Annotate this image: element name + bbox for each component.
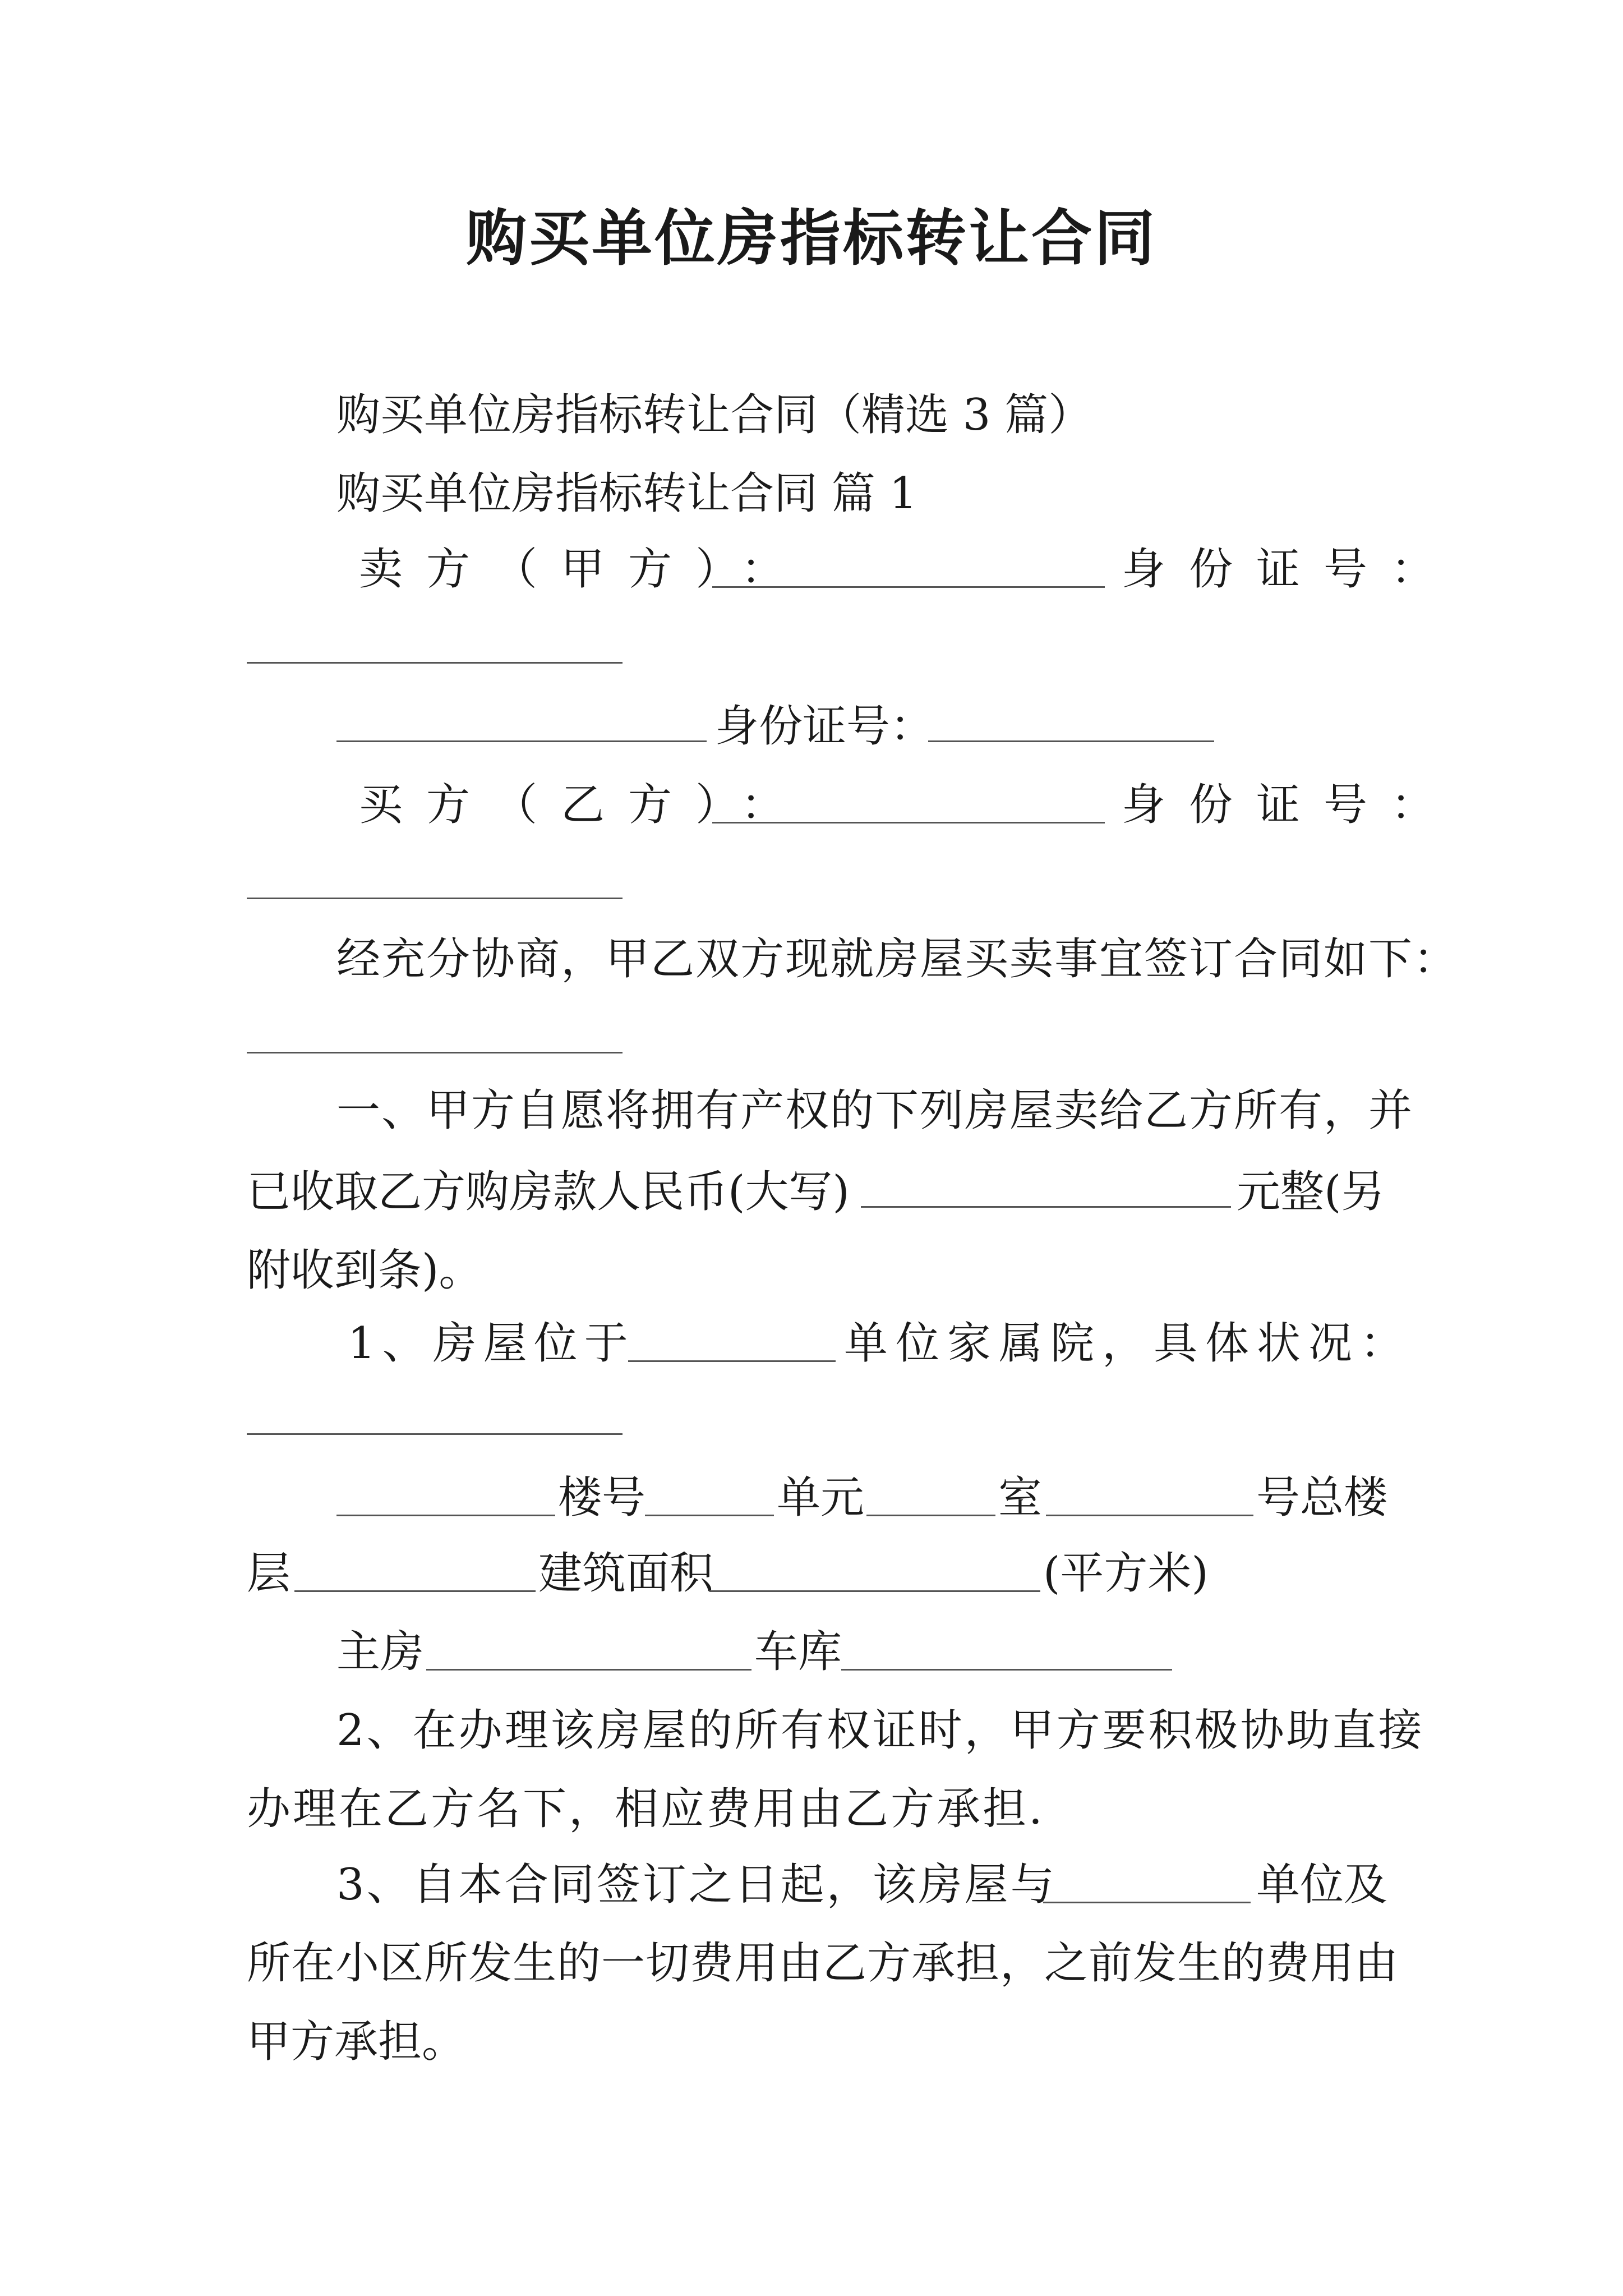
subtitle: 购买单位房指标转让合同（精选 3 篇） bbox=[336, 390, 1092, 440]
unit-label: 单元 bbox=[777, 1473, 865, 1523]
unit-blank bbox=[645, 1515, 774, 1516]
item3-unit-blank bbox=[1043, 1902, 1251, 1903]
clause1-line3: 附收到条)。 bbox=[247, 1245, 483, 1296]
clause1-line2-start: 已收取乙方购房款人民币(大写) bbox=[247, 1167, 850, 1217]
document-title: 购买单位房指标转让合同 bbox=[465, 203, 1157, 274]
main-room-blank bbox=[426, 1669, 751, 1671]
main-room-label: 主房 bbox=[336, 1627, 425, 1677]
payment-amount-blank bbox=[861, 1206, 1231, 1208]
section-heading: 购买单位房指标转让合同 篇 1 bbox=[336, 468, 917, 519]
item3-line1-end: 单位及 bbox=[1256, 1860, 1388, 1910]
area-unit: (平方米) bbox=[1043, 1548, 1209, 1599]
garage-blank bbox=[841, 1669, 1172, 1671]
buyer-name-blank bbox=[712, 822, 1105, 823]
floor-label: 层 bbox=[247, 1548, 291, 1599]
clause1-line1: 一、甲方自愿将拥有产权的下列房屋卖给乙方所有，并 bbox=[336, 1085, 1414, 1136]
total-floor-label: 号总楼 bbox=[1256, 1473, 1388, 1523]
intro-blank bbox=[247, 1052, 623, 1053]
condition-blank bbox=[247, 1433, 623, 1435]
room-blank bbox=[866, 1515, 995, 1516]
floor-blank bbox=[294, 1590, 536, 1592]
area-label: 建筑面积 bbox=[538, 1548, 714, 1599]
party-id-label: 身份证号： bbox=[715, 701, 934, 752]
item3-line3: 甲方承担。 bbox=[247, 2017, 466, 2067]
item2-line1: 2、在办理该房屋的所有权证时，甲方要积极协助直接 bbox=[336, 1705, 1424, 1756]
seller-id-blank bbox=[247, 662, 623, 664]
building-blank bbox=[336, 1515, 555, 1516]
seller-label: 卖方（甲方）： bbox=[359, 544, 809, 595]
item3-line2: 所在小区所发生的一切费用由乙方承担，之前发生的费用由 bbox=[247, 1938, 1399, 1989]
total-floor-blank bbox=[1046, 1515, 1253, 1516]
buyer-id-blank bbox=[247, 898, 623, 899]
item2-line2: 办理在乙方名下，相应费用由乙方承担. bbox=[247, 1784, 1045, 1834]
room-label: 室 bbox=[998, 1473, 1043, 1523]
item1-end: 单位家属院，具体状况： bbox=[844, 1318, 1412, 1369]
buyer-label: 买方（乙方）： bbox=[359, 780, 809, 830]
intro-text: 经充分协商，甲乙双方现就房屋买卖事宜签订合同如下： bbox=[336, 934, 1459, 984]
item3-line1-start: 3、自本合同签订之日起，该房屋与 bbox=[336, 1860, 1057, 1910]
unit-name-blank bbox=[628, 1360, 836, 1362]
seller-name-blank bbox=[712, 586, 1105, 588]
buyer-id-label: 身份证号： bbox=[1122, 780, 1459, 830]
clause1-line2-end: 元整(另 bbox=[1237, 1167, 1385, 1217]
seller-id-label: 身份证号： bbox=[1122, 544, 1459, 595]
party-id-blank bbox=[928, 740, 1214, 742]
building-label: 楼号 bbox=[558, 1473, 646, 1523]
garage-label: 车库 bbox=[754, 1627, 842, 1677]
item1-start: 1、房屋位于 bbox=[348, 1318, 635, 1369]
area-blank bbox=[709, 1590, 1040, 1592]
party-name-blank bbox=[336, 740, 707, 742]
